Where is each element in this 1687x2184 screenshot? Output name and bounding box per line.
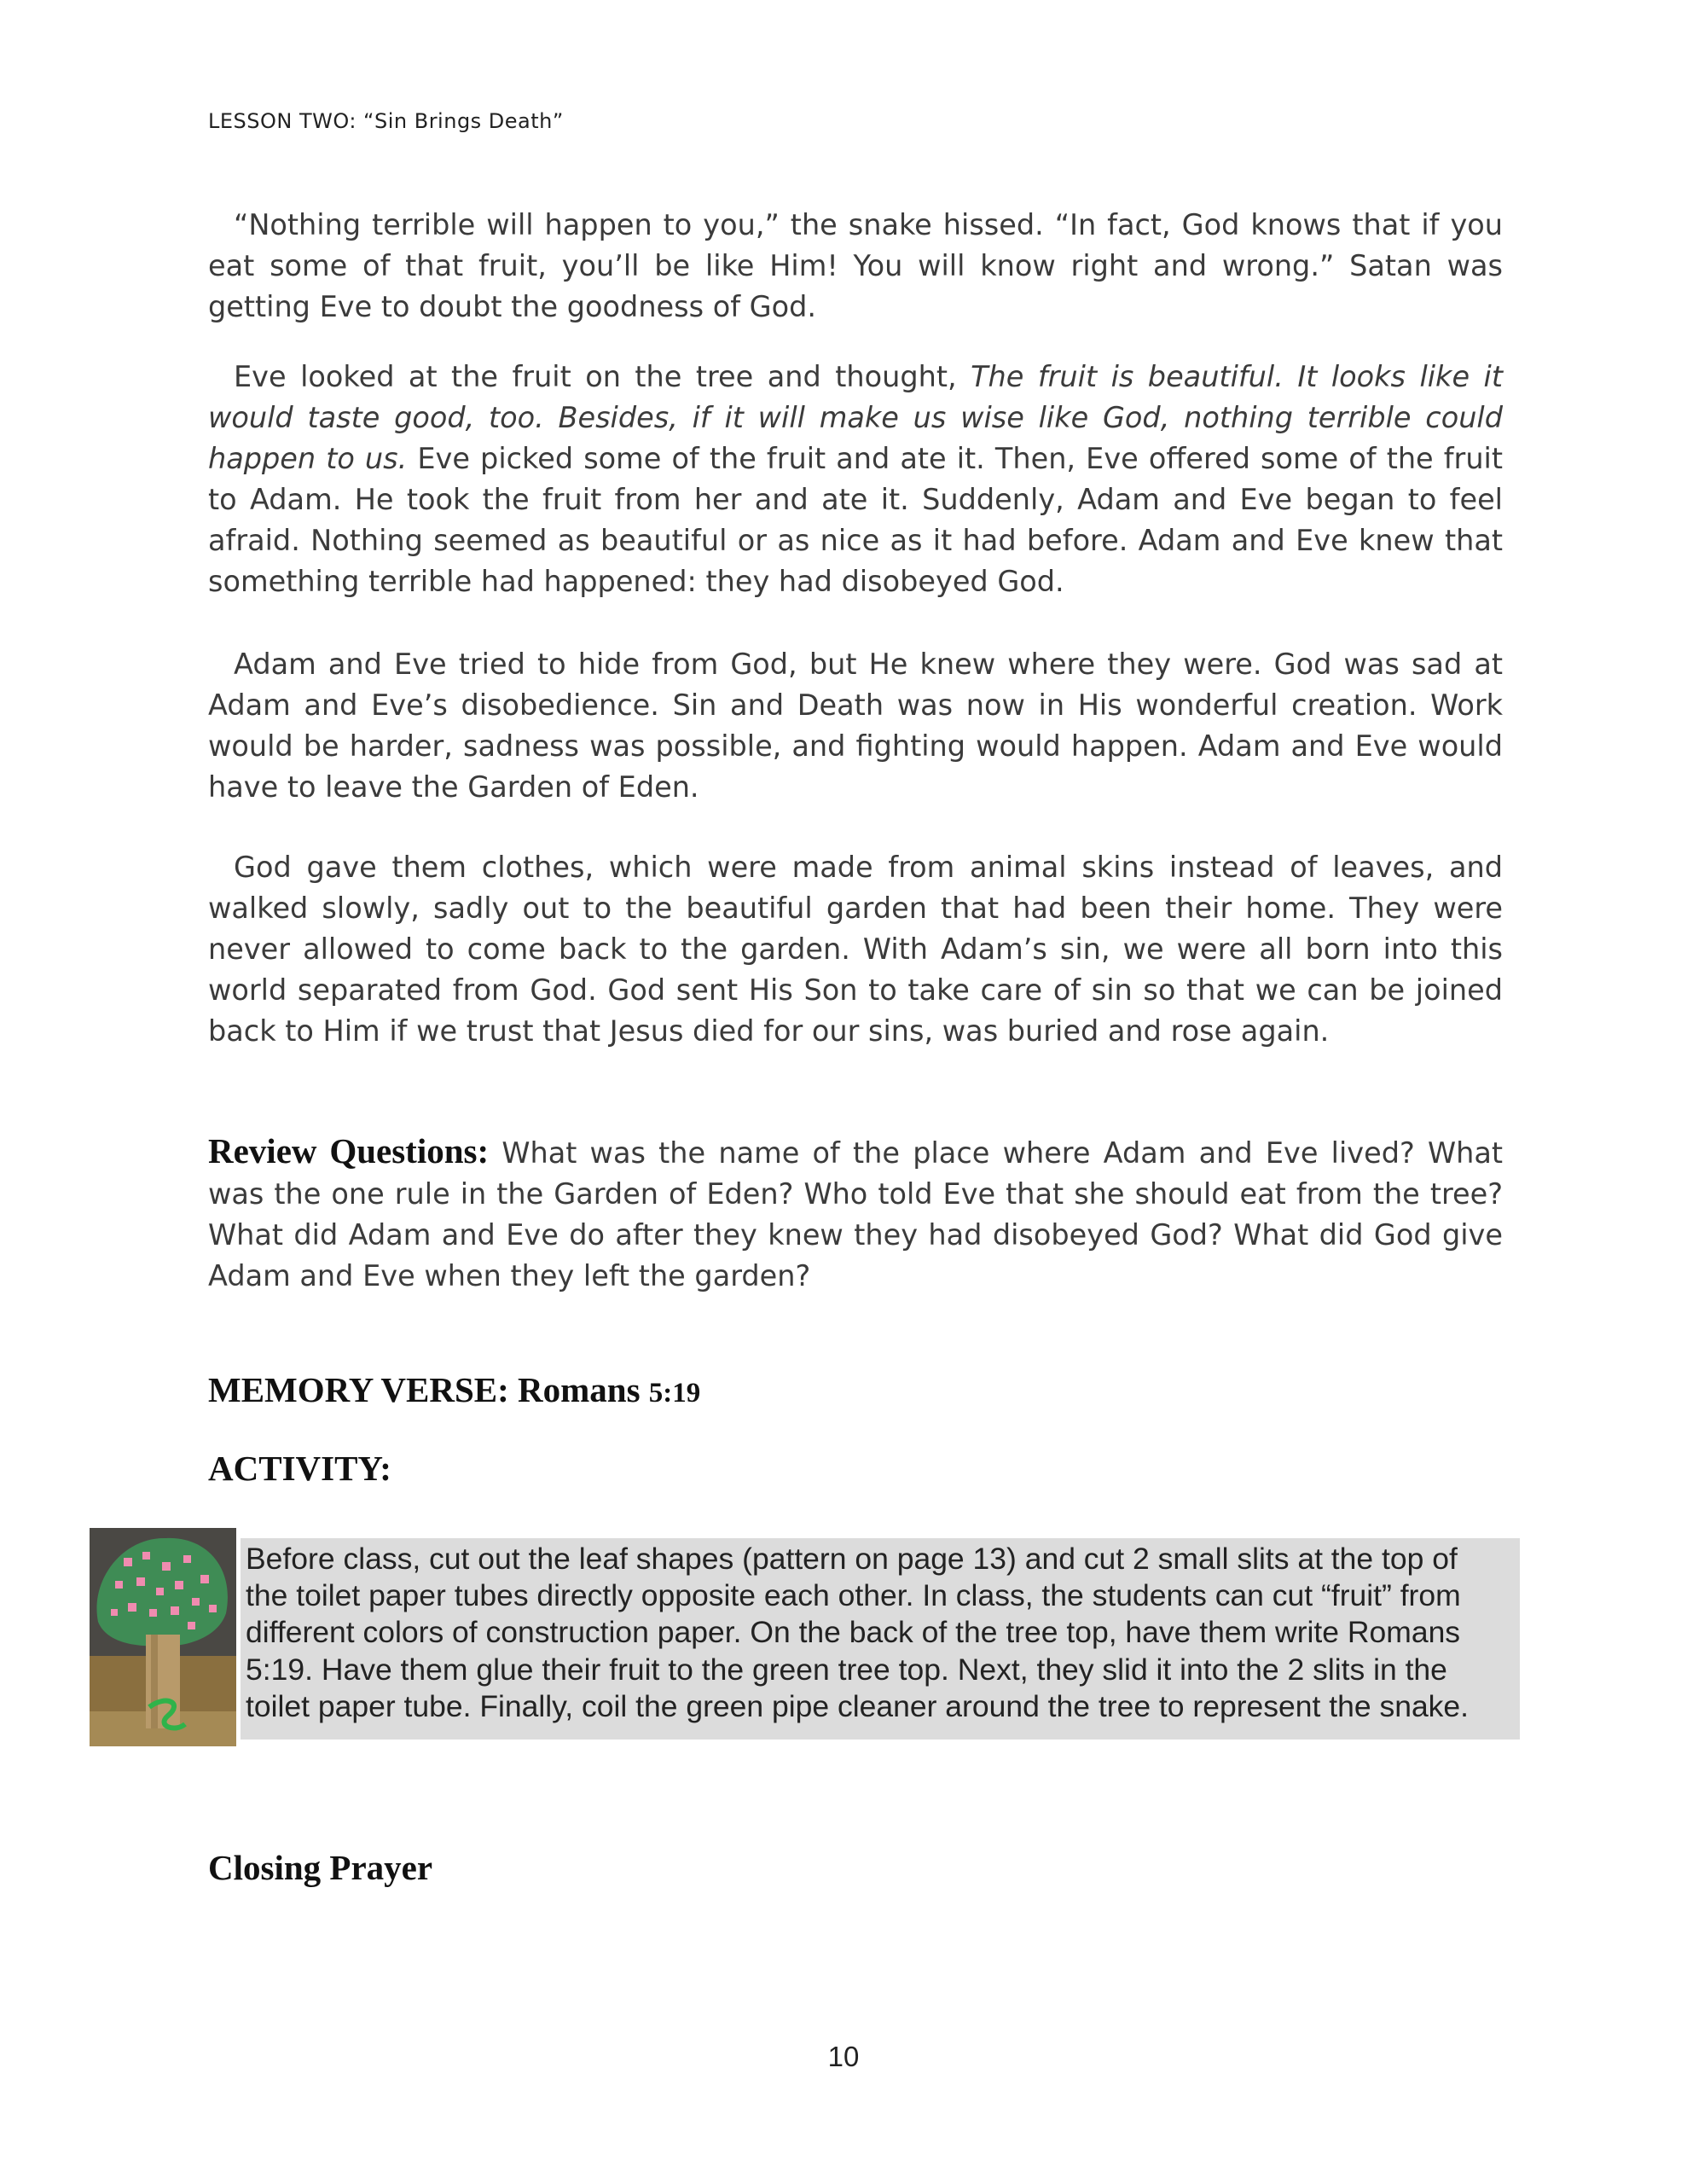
instruction-line: Before class, cut out the leaf shapes (pattern on page 13) and cut 2 small slits at the top of <box>246 1542 1458 1576</box>
memory-verse-heading <box>208 1369 700 1410</box>
tree-craft-photo <box>90 1528 236 1746</box>
instruction-line: the toilet paper tubes directly opposite each other. In class, the students can cut “fruit” from <box>246 1578 1461 1613</box>
review-questions-text: What was the name of the place where Adam and Eve lived? What was the one rule in the Garden of Eden? Who told Eve that she should eat from the tree? What did Adam and Eve do after they knew they had disobeyed God? What did God give Adam and Eve when they left the garden? <box>208 1136 1503 1292</box>
memory-verse-label: MEMORY VERSE: Romans <box>208 1370 649 1409</box>
story-paragraph-3 <box>208 644 1503 808</box>
paragraph-text: Eve picked some of the fruit and ate it. Then, Eve offered some of the fruit to Adam. He took the fruit from her and ate it. Suddenly, Adam and Eve began to feel afraid. Nothing seemed as beautiful or as nice as it had before. Adam and Eve knew that something terrible had happened: they had disobeyed God. <box>208 442 1503 598</box>
activity-instructions <box>246 1541 1549 1725</box>
memory-verse-reference: 5:19 <box>648 1378 701 1409</box>
story-paragraph-1 <box>208 205 1503 328</box>
review-questions <box>208 1130 1503 1297</box>
running-header: LESSON TWO: “Sin Brings Death” <box>208 109 564 133</box>
paragraph-text: God gave them clothes, which were made from animal skins instead of leaves, and walked slowly, sadly out to the beautiful garden that had been their home. They were never allowed to come back to the garden. With Adam’s sin, we were all born into this world separated from God. God sent His Son to take care of sin so that we can be joined back to Him if we trust that Jesus died for our sins, was buried and rose again. <box>208 851 1503 1048</box>
page-number: 10 <box>827 2041 860 2072</box>
paragraph-text: “Nothing terrible will happen to you,” the snake hissed. “In fact, God knows that if you eat some of that fruit, you’ll be like Him! You will know right and wrong.” Satan was getting Eve to doubt the goodness of God. <box>208 208 1503 323</box>
paragraph-text: Eve looked at the fruit on the tree and thought, <box>234 360 971 393</box>
instruction-line: 5:19. Have them glue their fruit to the green tree top. Next, they slid it into the 2 slits in the <box>246 1652 1447 1687</box>
story-paragraph-2 <box>208 357 1503 602</box>
eve-thought-italic: The fruit is beautiful. It looks like it would taste good, too. Besides, if it will make us wise like God, nothing terrible could happen to us. <box>208 360 1503 475</box>
paragraph-text: Adam and Eve tried to hide from God, but He knew where they were. God was sad at Adam and Eve’s disobedience. Sin and Death was now in His wonderful creation. Work would be harder, sadness was possible, and fighting would happen. Adam and Eve would have to leave the Garden of Eden. <box>208 648 1503 804</box>
closing-prayer-heading: Closing Prayer <box>208 1848 433 1887</box>
story-paragraph-4 <box>208 847 1503 1052</box>
instruction-line: toilet paper tube. Finally, coil the green pipe cleaner around the tree to represent the snake. <box>246 1688 1470 1723</box>
activity-heading: ACTIVITY: <box>208 1449 391 1488</box>
instruction-line: different colors of construction paper. On the back of the tree top, have them write Romans <box>246 1615 1461 1650</box>
review-questions-heading: Review Questions: <box>208 1131 490 1170</box>
